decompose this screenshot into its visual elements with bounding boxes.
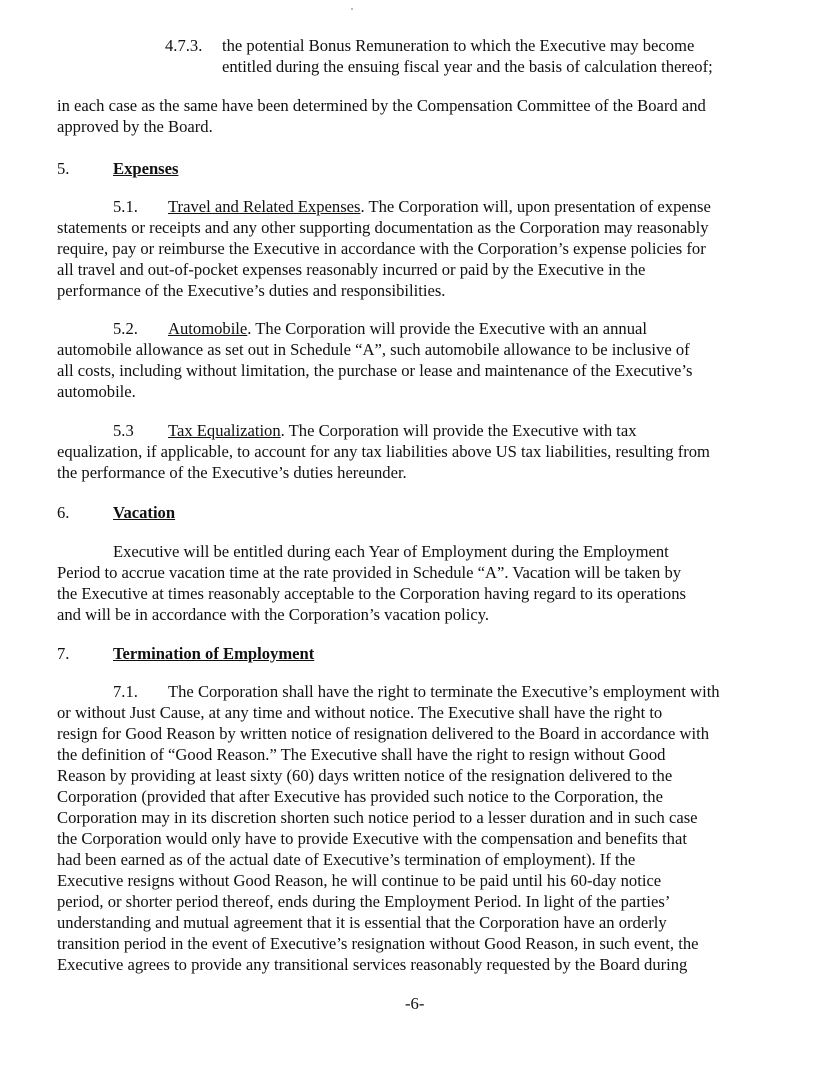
paragraph-line: or without Just Cause, at any time and without notice. The Executive shall have the right to — [57, 703, 663, 722]
paragraph-line: the Executive at times reasonably acceptable to the Corporation having regard to its operations — [57, 584, 686, 603]
paragraph-line: period, or shorter period thereof, ends during the Employment Period. In light of the parties’ — [57, 892, 671, 911]
paragraph-line: Executive will be entitled during each Year of Employment during the Employment — [113, 542, 669, 561]
paragraph-line: Period to accrue vacation time at the rate provided in Schedule “A”. Vacation will be taken by — [57, 563, 682, 582]
paragraph-line: all travel and out-of-pocket expenses reasonably incurred or paid by the Executive in the — [57, 260, 646, 279]
clause-text: . The Corporation will provide the Executive with tax — [280, 421, 637, 440]
clause-heading: Travel and Related Expenses — [168, 197, 361, 216]
section-heading-termination: Termination of Employment — [113, 644, 315, 663]
clause-number: 5.1. — [113, 197, 138, 216]
page-number: -6- — [405, 994, 425, 1013]
section-number: 5. — [57, 159, 70, 178]
section-number: 6. — [57, 503, 70, 522]
paragraph-line: performance of the Executive’s duties and responsibilities. — [57, 281, 446, 300]
scan-speck — [351, 8, 353, 10]
paragraph-line: the performance of the Executive’s duties hereunder. — [57, 463, 407, 482]
paragraph-line: understanding and mutual agreement that it is essential that the Corporation have an orderly — [57, 913, 667, 932]
paragraph-line: had been earned as of the actual date of Executive’s termination of employment). If the — [57, 850, 636, 869]
paragraph-line: Corporation (provided that after Executive has provided such notice to the Corporation, the — [57, 787, 663, 806]
paragraph-line: Executive agrees to provide any transitional services reasonably requested by the Board during — [57, 955, 688, 974]
paragraph-line: automobile allowance as set out in Schedule “A”, such automobile allowance to be inclusive of — [57, 340, 690, 359]
clause-number: 5.2. — [113, 319, 138, 338]
item-number-4-7-3: 4.7.3. — [165, 36, 203, 55]
clause-text: . The Corporation will, upon presentation of expense — [360, 197, 711, 216]
paragraph-line: and will be in accordance with the Corporation’s vacation policy. — [57, 605, 490, 624]
section-heading-expenses: Expenses — [113, 159, 179, 178]
paragraph-line: transition period in the event of Executive’s resignation without Good Reason, in such event, the — [57, 934, 699, 953]
paragraph-line: automobile. — [57, 382, 136, 401]
clause-heading: Automobile — [168, 319, 248, 338]
clause-text: . The Corporation will provide the Executive with an annual — [247, 319, 647, 338]
paragraph-line: resign for Good Reason by written notice of resignation delivered to the Board in accordance with — [57, 724, 710, 743]
paragraph-line: Executive resigns without Good Reason, he will continue to be paid until his 60-day notice — [57, 871, 662, 890]
paragraph-line: in each case as the same have been determined by the Compensation Committee of the Board and — [57, 96, 706, 115]
paragraph-line: the Corporation would only have to provide Executive with the compensation and benefits that — [57, 829, 687, 848]
section-heading-vacation: Vacation — [113, 503, 176, 522]
clause-number: 7.1. — [113, 682, 138, 701]
section-number: 7. — [57, 644, 70, 663]
item-4-7-3-line: entitled during the ensuing fiscal year and the basis of calculation thereof; — [222, 57, 713, 76]
paragraph-line: all costs, including without limitation, the purchase or lease and maintenance of the Executive’s — [57, 361, 693, 380]
paragraph-line: equalization, if applicable, to account for any tax liabilities above US tax liabilities, resulting from — [57, 442, 710, 461]
item-4-7-3-line: the potential Bonus Remuneration to which the Executive may become — [222, 36, 695, 55]
paragraph-line: require, pay or reimburse the Executive in accordance with the Corporation’s expense policies for — [57, 239, 706, 258]
paragraph-line: approved by the Board. — [57, 117, 213, 136]
clause-heading: Tax Equalization — [168, 421, 281, 440]
paragraph-line: statements or receipts and any other supporting documentation as the Corporation may reasonably — [57, 218, 709, 237]
clause-number: 5.3 — [113, 421, 134, 440]
paragraph-line: the definition of “Good Reason.” The Executive shall have the right to resign without Good — [57, 745, 666, 764]
paragraph-line: Reason by providing at least sixty (60) days written notice of the resignation delivered to the — [57, 766, 673, 785]
clause-text: The Corporation shall have the right to terminate the Executive’s employment with — [168, 682, 720, 701]
paragraph-line: Corporation may in its discretion shorten such notice period to a lesser duration and in such case — [57, 808, 698, 827]
